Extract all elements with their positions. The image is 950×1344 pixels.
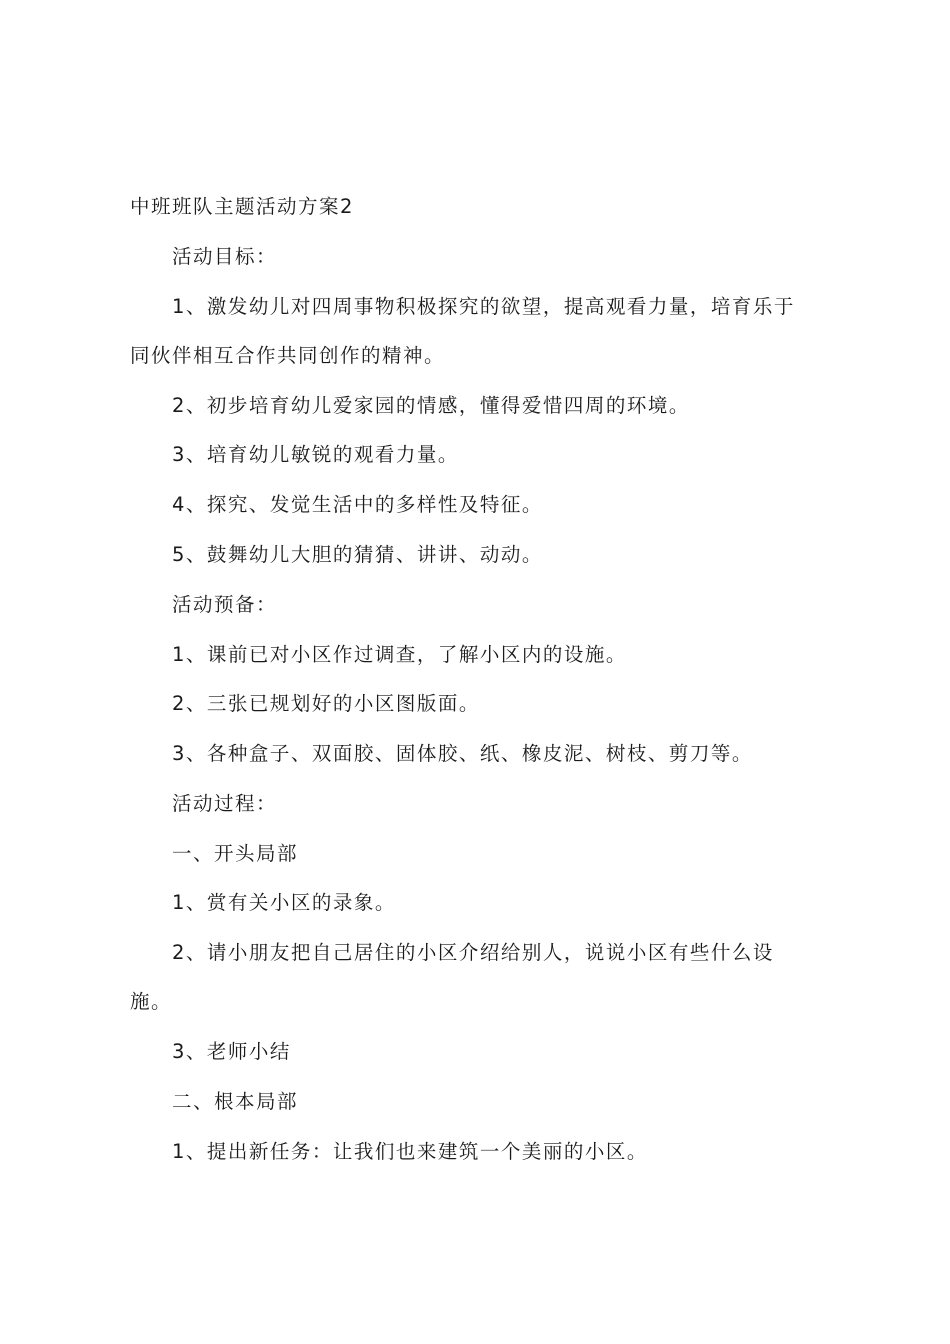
subsection-heading: 一、开头局部 [172, 842, 299, 865]
paragraph-line: 1、赏有关小区的录象。 [172, 891, 396, 914]
paragraph-line: 3、培育幼儿敏锐的观看力量。 [172, 443, 459, 466]
paragraph-line: 3、老师小结 [172, 1040, 291, 1063]
paragraph-line: 施。 [130, 990, 173, 1013]
paragraph-line: 2、请小朋友把自己居住的小区介绍给别人，说说小区有些什么设 [172, 941, 774, 964]
document-title: 中班班队主题活动方案2 [130, 195, 354, 218]
section-heading-preparation: 活动预备： [172, 593, 278, 616]
paragraph-line: 3、各种盒子、双面胶、固体胶、纸、橡皮泥、树枝、剪刀等。 [172, 742, 753, 765]
paragraph-line: 2、三张已规划好的小区图版面。 [172, 692, 480, 715]
paragraph-line: 1、课前已对小区作过调查，了解小区内的设施。 [172, 643, 627, 666]
subsection-heading: 二、根本局部 [172, 1090, 299, 1113]
paragraph-line: 2、初步培育幼儿爱家园的情感，懂得爱惜四周的环境。 [172, 394, 690, 417]
section-heading-goals: 活动目标： [172, 245, 278, 268]
paragraph-line: 5、鼓舞幼儿大胆的猜猜、讲讲、动动。 [172, 543, 543, 566]
paragraph-line: 1、激发幼儿对四周事物积极探究的欲望，提高观看力量，培育乐于 [172, 295, 795, 318]
paragraph-line: 4、探究、发觉生活中的多样性及特征。 [172, 493, 543, 516]
section-heading-process: 活动过程： [172, 792, 278, 815]
paragraph-line: 同伙伴相互合作共同创作的精神。 [130, 344, 446, 367]
paragraph-line: 1、提出新任务：让我们也来建筑一个美丽的小区。 [172, 1140, 648, 1163]
